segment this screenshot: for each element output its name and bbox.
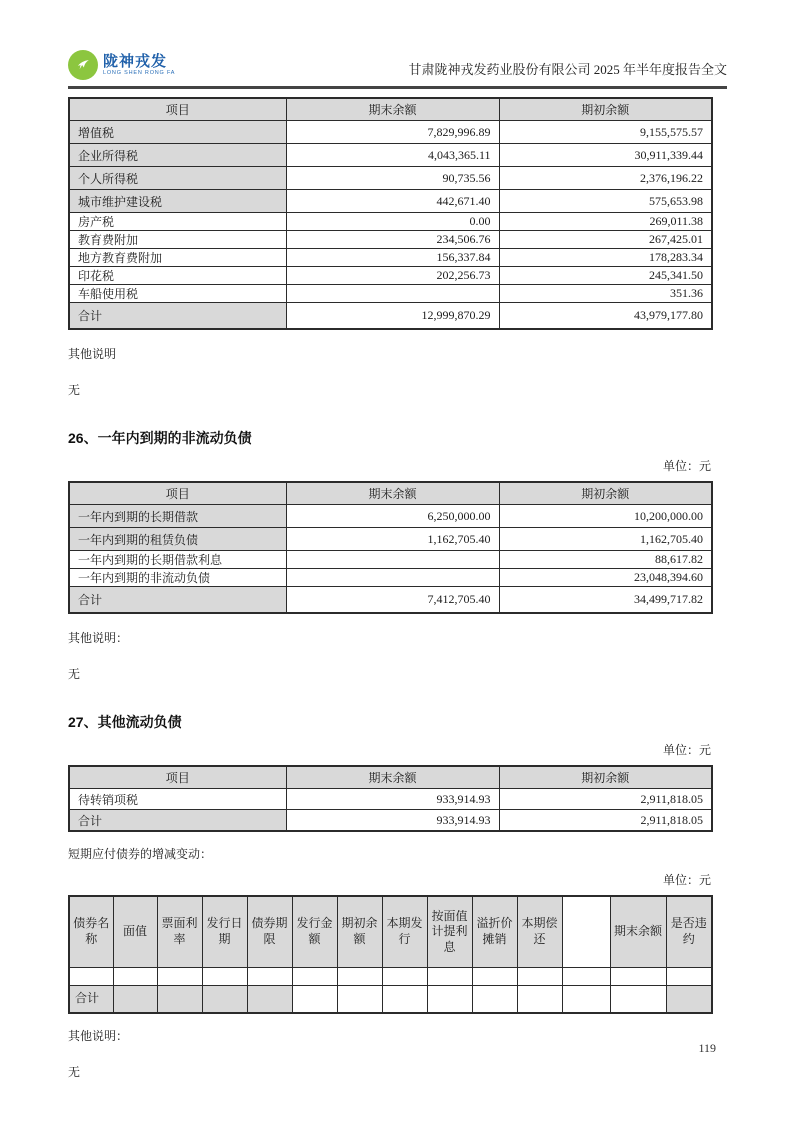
bond-change-note: 短期应付债券的增减变动： — [68, 847, 213, 861]
table-cell — [286, 569, 499, 587]
table-header-cell: 本期偿还 — [517, 896, 562, 968]
table-cell: 10,200,000.00 — [499, 505, 712, 528]
table-cell — [610, 968, 666, 986]
bond-total-row — [69, 986, 712, 1014]
table-cell: 88,617.82 — [499, 551, 712, 569]
table-row — [69, 551, 712, 569]
table-cell: 267,425.01 — [499, 231, 712, 249]
table-header-cell: 项目 — [69, 766, 286, 789]
table-header-cell: 债券名称 — [69, 896, 113, 968]
other-current-liabilities-table — [68, 765, 713, 832]
other-note-label: 其他说明 — [68, 347, 117, 361]
table-cell — [472, 986, 517, 1014]
table-row — [69, 190, 712, 213]
noncurrent-liabilities-due-table — [68, 481, 713, 614]
table-cell: 933,914.93 — [286, 810, 499, 832]
table-cell: 1,162,705.40 — [499, 528, 712, 551]
logo-brand-cn: 陇神戎发 — [103, 52, 168, 70]
table-cell: 车船使用税 — [69, 285, 286, 303]
table-header-cell: 面值 — [113, 896, 157, 968]
table-header-cell: 本期发行 — [382, 896, 427, 968]
table-cell — [337, 986, 382, 1014]
table-row — [69, 505, 712, 528]
table-cell: 6,250,000.00 — [286, 505, 499, 528]
bond-table — [68, 895, 713, 1014]
table-cell: 企业所得税 — [69, 144, 286, 167]
logo-brand-en: LONG SHEN RONG FA — [103, 69, 176, 76]
table-cell: 城市维护建设税 — [69, 190, 286, 213]
table-cell: 351.36 — [499, 285, 712, 303]
table-row — [69, 789, 712, 810]
table-cell — [517, 986, 562, 1014]
table-cell — [202, 986, 247, 1014]
table-header-cell: 发行金额 — [292, 896, 337, 968]
table-header-cell: 项目 — [69, 482, 286, 505]
table-cell — [427, 986, 472, 1014]
other-note-value: 无 — [68, 667, 81, 681]
table-cell: 575,653.98 — [499, 190, 712, 213]
table-cell: 933,914.93 — [286, 789, 499, 810]
table-cell: 一年内到期的租赁负债 — [69, 528, 286, 551]
logo-bird-icon — [68, 50, 98, 80]
table-cell — [562, 986, 610, 1014]
table-cell: 增值税 — [69, 121, 286, 144]
section-26-heading: 26、一年内到期的非流动负债 — [68, 430, 252, 446]
table-row — [69, 528, 712, 551]
table-row — [69, 569, 712, 587]
table-header-row — [69, 98, 712, 121]
table-cell: 2,911,818.05 — [499, 789, 712, 810]
table-row — [69, 231, 712, 249]
table-total-row — [69, 587, 712, 614]
table-cell — [157, 968, 202, 986]
table-cell: 一年内到期的长期借款 — [69, 505, 286, 528]
table-header-row — [69, 766, 712, 789]
table-cell: 合计 — [69, 986, 113, 1014]
table-header-row — [69, 482, 712, 505]
table-cell — [292, 968, 337, 986]
table-cell: 个人所得税 — [69, 167, 286, 190]
table-cell — [247, 986, 292, 1014]
other-note-value: 无 — [68, 1065, 81, 1079]
table-cell: 印花税 — [69, 267, 286, 285]
table-header-cell: 是否违约 — [666, 896, 712, 968]
table-cell — [382, 968, 427, 986]
table-cell: 2,911,818.05 — [499, 810, 712, 832]
table-cell: 34,499,717.82 — [499, 587, 712, 614]
table-cell: 245,341.50 — [499, 267, 712, 285]
table-header-cell: 期末余额 — [286, 98, 499, 121]
table-row — [69, 144, 712, 167]
table-cell — [427, 968, 472, 986]
table-header-cell: 期末余额 — [610, 896, 666, 968]
table-cell: 269,011.38 — [499, 213, 712, 231]
table-cell: 合计 — [69, 587, 286, 614]
table-cell: 合计 — [69, 810, 286, 832]
table-cell — [666, 968, 712, 986]
page-number: 119 — [698, 1041, 716, 1055]
table-header-cell: 债券期限 — [247, 896, 292, 968]
unit-label: 单位：元 — [662, 743, 711, 757]
table-cell: 202,256.73 — [286, 267, 499, 285]
table-cell — [286, 551, 499, 569]
page-content — [68, 97, 711, 1080]
table-cell: 442,671.40 — [286, 190, 499, 213]
table-header-cell: 期初余额 — [499, 482, 712, 505]
table-cell — [247, 968, 292, 986]
table-header-cell: 项目 — [69, 98, 286, 121]
table-cell: 12,999,870.29 — [286, 303, 499, 330]
table-cell: 1,162,705.40 — [286, 528, 499, 551]
table-header-cell: 期初余额 — [499, 766, 712, 789]
table-cell: 7,829,996.89 — [286, 121, 499, 144]
table-cell: 23,048,394.60 — [499, 569, 712, 587]
table-header-cell: 票面利率 — [157, 896, 202, 968]
table-cell — [113, 986, 157, 1014]
table-header-cell: 期末余额 — [286, 482, 499, 505]
table-cell — [337, 968, 382, 986]
table-cell — [472, 968, 517, 986]
taxes-payable-table — [68, 97, 713, 330]
table-cell: 0.00 — [286, 213, 499, 231]
page-header — [68, 44, 727, 84]
table-total-row — [69, 810, 712, 832]
table-cell — [113, 968, 157, 986]
table-cell — [286, 285, 499, 303]
table-cell: 2,376,196.22 — [499, 167, 712, 190]
table-cell: 178,283.34 — [499, 249, 712, 267]
table-cell: 地方教育费附加 — [69, 249, 286, 267]
table-cell: 教育费附加 — [69, 231, 286, 249]
table-cell: 7,412,705.40 — [286, 587, 499, 614]
table-cell — [666, 986, 712, 1014]
table-cell: 90,735.56 — [286, 167, 499, 190]
table-row — [69, 267, 712, 285]
table-header-cell-blank — [562, 896, 610, 968]
table-row — [69, 213, 712, 231]
other-note-value: 无 — [68, 383, 81, 397]
table-cell: 一年内到期的非流动负债 — [69, 569, 286, 587]
table-cell — [382, 986, 427, 1014]
header-divider — [68, 86, 727, 89]
table-header-cell: 期初余额 — [337, 896, 382, 968]
table-row — [69, 167, 712, 190]
unit-label: 单位：元 — [662, 873, 711, 887]
table-cell — [69, 968, 113, 986]
table-cell: 30,911,339.44 — [499, 144, 712, 167]
table-cell: 4,043,365.11 — [286, 144, 499, 167]
table-header-cell: 发行日期 — [202, 896, 247, 968]
table-cell: 合计 — [69, 303, 286, 330]
bond-empty-row — [69, 968, 712, 986]
table-row — [69, 285, 712, 303]
table-cell — [292, 986, 337, 1014]
table-header-cell: 按面值计提利息 — [427, 896, 472, 968]
table-cell: 待转销项税 — [69, 789, 286, 810]
table-cell: 9,155,575.57 — [499, 121, 712, 144]
table-cell: 156,337.84 — [286, 249, 499, 267]
table-cell — [562, 968, 610, 986]
table-cell: 一年内到期的长期借款利息 — [69, 551, 286, 569]
table-header-cell: 溢折价摊销 — [472, 896, 517, 968]
company-logo — [68, 50, 175, 80]
table-row — [69, 121, 712, 144]
table-cell — [610, 986, 666, 1014]
document-title: 甘肃陇神戎发药业股份有限公司 2025 年半年度报告全文 — [408, 62, 727, 77]
table-total-row — [69, 303, 712, 330]
table-cell — [202, 968, 247, 986]
table-header-cell: 期初余额 — [499, 98, 712, 121]
table-cell — [157, 986, 202, 1014]
table-header-cell: 期末余额 — [286, 766, 499, 789]
other-note-label: 其他说明： — [68, 631, 129, 645]
table-cell: 43,979,177.80 — [499, 303, 712, 330]
other-note-label: 其他说明： — [68, 1029, 129, 1043]
table-cell — [517, 968, 562, 986]
table-row — [69, 249, 712, 267]
table-cell: 房产税 — [69, 213, 286, 231]
table-cell: 234,506.76 — [286, 231, 499, 249]
bond-header-row — [69, 896, 712, 968]
unit-label: 单位：元 — [662, 459, 711, 473]
section-27-heading: 27、其他流动负债 — [68, 714, 182, 730]
